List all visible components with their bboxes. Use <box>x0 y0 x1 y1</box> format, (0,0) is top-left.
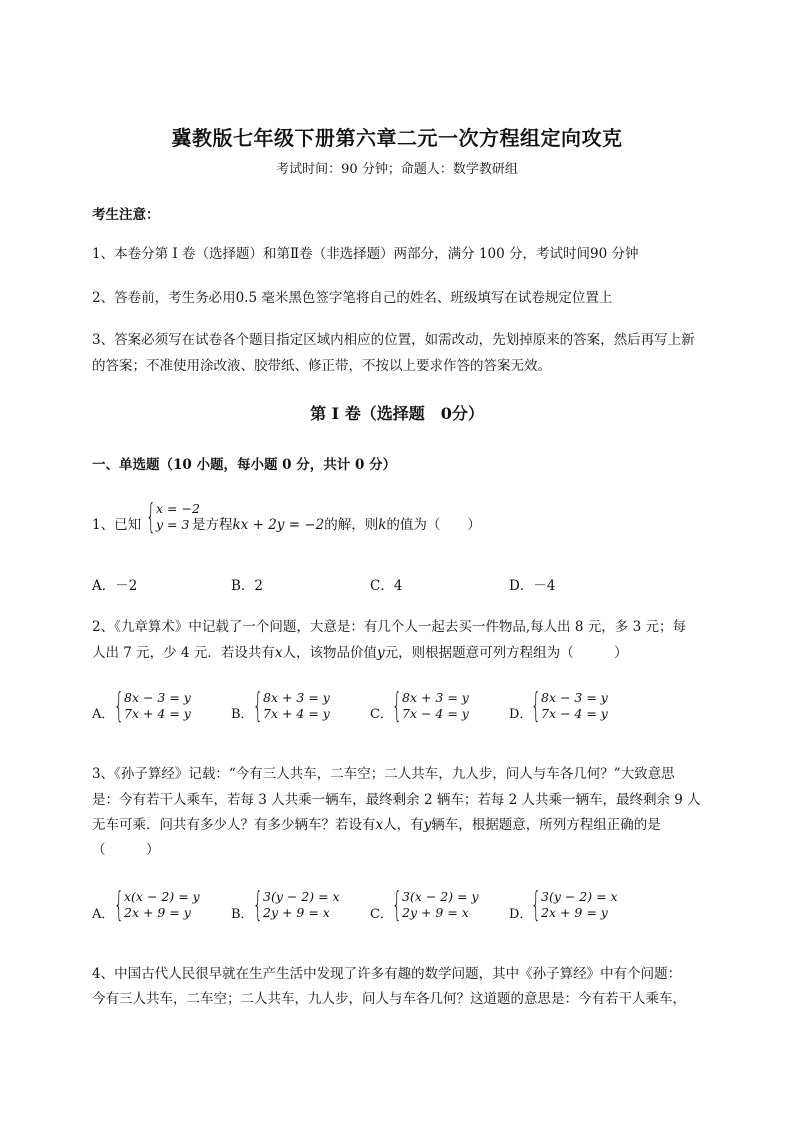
q2-var-y: y <box>376 645 385 661</box>
equation: 8x + 3 = y <box>263 690 330 705</box>
q3-var-y: y <box>423 817 432 833</box>
brace-glyph: { <box>531 686 541 726</box>
q1-mid: 是方程 <box>192 517 233 533</box>
q1-eq1: x = −2 <box>156 501 200 516</box>
q2-option-a[interactable] <box>114 686 191 726</box>
q3-line3b: 人，有 <box>383 817 424 833</box>
notice-item-3: 3、答案必须写在试卷各个题目指定区域内相应的位置，如需改动，先划掉原来的答案，然后再写上新 <box>92 332 695 348</box>
q3-option-a-label[interactable]: A． <box>92 907 115 922</box>
equation: 8x − 3 = y <box>541 690 608 705</box>
q1-stem <box>192 513 481 533</box>
q3-option-b[interactable] <box>253 885 340 925</box>
brace-glyph: { <box>114 885 124 925</box>
q2-option-c-label[interactable]: C． <box>370 707 393 722</box>
equation: 8x + 3 = y <box>402 690 469 705</box>
notice-item-3-cont: 的答案；不准使用涂改液、胶带纸、修正带，不按以上要求作答的答案无效。 <box>92 358 551 374</box>
q1-option-b[interactable]: B．2 <box>231 578 264 594</box>
equation: 2x + 9 = y <box>541 905 608 920</box>
q1-option-a[interactable]: A．－2 <box>92 578 138 594</box>
equation: 2y + 9 = x <box>263 905 330 920</box>
q3-line1: 3、《孙子算经》记载：“今有三人共车，二车空；二人共车，九人步，问人与车各几何？”大致意思 <box>92 766 675 782</box>
brace-glyph: { <box>146 497 156 537</box>
q2-option-a-label[interactable]: A． <box>92 707 115 722</box>
brace-glyph: { <box>392 686 402 726</box>
equation: 2y + 9 = x <box>402 905 469 920</box>
q3-line2: 是：今有若干人乘车，若每 3 人共乘一辆车，最终剩余 2 辆车；若每 2 人共乘一辆车，最终剩余 9 人 <box>92 792 701 808</box>
equation: 3(y − 2) = x <box>263 889 340 904</box>
q3-option-d-label[interactable]: D． <box>509 907 533 922</box>
brace-glyph: { <box>531 885 541 925</box>
q2-line2 <box>92 641 628 661</box>
notice-item-2: 2、答卷前，考生务必用0.5 毫米黑色签字笔将自己的姓名、班级填写在试卷规定位置上 <box>92 290 613 306</box>
equation: 7x − 4 = y <box>541 706 608 721</box>
q3-option-a[interactable] <box>114 885 200 925</box>
q3-line3a: 无车可乘．问共有多少人？有多少辆车？若设有 <box>92 817 376 833</box>
brace-glyph: { <box>114 686 124 726</box>
equation: 3(x − 2) = y <box>402 889 479 904</box>
q1-var-k: k <box>378 517 387 533</box>
q2-option-b[interactable] <box>253 686 330 726</box>
equation: 7x + 4 = y <box>263 706 330 721</box>
q2-line1: 2、《九章算术》中记载了一个问题，大意是：有几个人一起去买一件物品,每人出 8 元，多 3 元；每 <box>92 619 686 635</box>
q2-option-d[interactable] <box>531 686 608 726</box>
q3-option-c-label[interactable]: C． <box>370 907 393 922</box>
q4-line1: 4、中国古代人民很早就在生产生活中发现了许多有趣的数学问题，其中《孙子算经》中有个问题： <box>92 966 682 982</box>
notice-item-1: 1、本卷分第 I 卷（选择题）和第Ⅱ卷（非选择题）两部分，满分 100 分，考试时间90 分钟 <box>92 246 639 262</box>
q1-equation: kx + 2y = −2 <box>232 517 325 533</box>
exam-info: 考试时间：90 分钟；命题人：数学教研组 <box>276 162 518 177</box>
equation: 3(y − 2) = x <box>541 889 618 904</box>
q1-option-d[interactable]: D．－4 <box>509 578 556 594</box>
q2-line2c: 元，则根据题意可列方程组为（ ） <box>384 645 628 661</box>
equation: 7x + 4 = y <box>124 706 191 721</box>
q3-line3c: 辆车，根据题意，所列方程组正确的是 <box>431 817 661 833</box>
q1-option-c[interactable]: C．4 <box>370 578 403 594</box>
q2-line2a: 人出 7 元，少 4 元．若设共有 <box>92 645 275 661</box>
brace-glyph: { <box>392 885 402 925</box>
q2-option-d-label[interactable]: D． <box>509 707 533 722</box>
q3-option-b-label[interactable]: B． <box>231 907 254 922</box>
q4-line2: 今有三人共车，二车空；二人共车，九人步，问人与车各几何？这道题的意思是：今有若干人乘车， <box>92 991 686 1007</box>
equation: x(x − 2) = y <box>124 889 200 904</box>
notice-heading: 考生注意： <box>92 207 160 223</box>
q1-suffix: 的解，则 <box>324 517 379 533</box>
q3-line3 <box>92 813 661 833</box>
q3-option-c[interactable] <box>392 885 479 925</box>
part-heading: 一、单选题（10 小题，每小题 0 分，共计 0 分） <box>92 457 397 473</box>
brace-glyph: { <box>253 885 263 925</box>
q2-line2b: 人，该物品价值 <box>282 645 377 661</box>
q2-option-c[interactable] <box>392 686 469 726</box>
brace-glyph: { <box>253 686 263 726</box>
section-title: 第 I 卷（选择题 0分） <box>310 404 484 423</box>
page-title: 冀教版七年级下册第六章二元一次方程组定向攻克 <box>171 126 623 150</box>
q2-option-b-label[interactable]: B． <box>231 707 254 722</box>
q3-line4: （ ） <box>92 842 160 858</box>
q3-var-x: x <box>375 817 384 833</box>
equation: 2x + 9 = y <box>124 905 191 920</box>
q1-suffix2: 的值为（ ） <box>386 517 481 533</box>
q2-var-x: x <box>274 645 283 661</box>
q3-option-d[interactable] <box>531 885 618 925</box>
equation: 7x − 4 = y <box>402 706 469 721</box>
equation: 8x − 3 = y <box>124 690 191 705</box>
q1-prefix: 1、已知 <box>92 517 142 533</box>
q1-eq2: y = 3 <box>156 517 190 532</box>
